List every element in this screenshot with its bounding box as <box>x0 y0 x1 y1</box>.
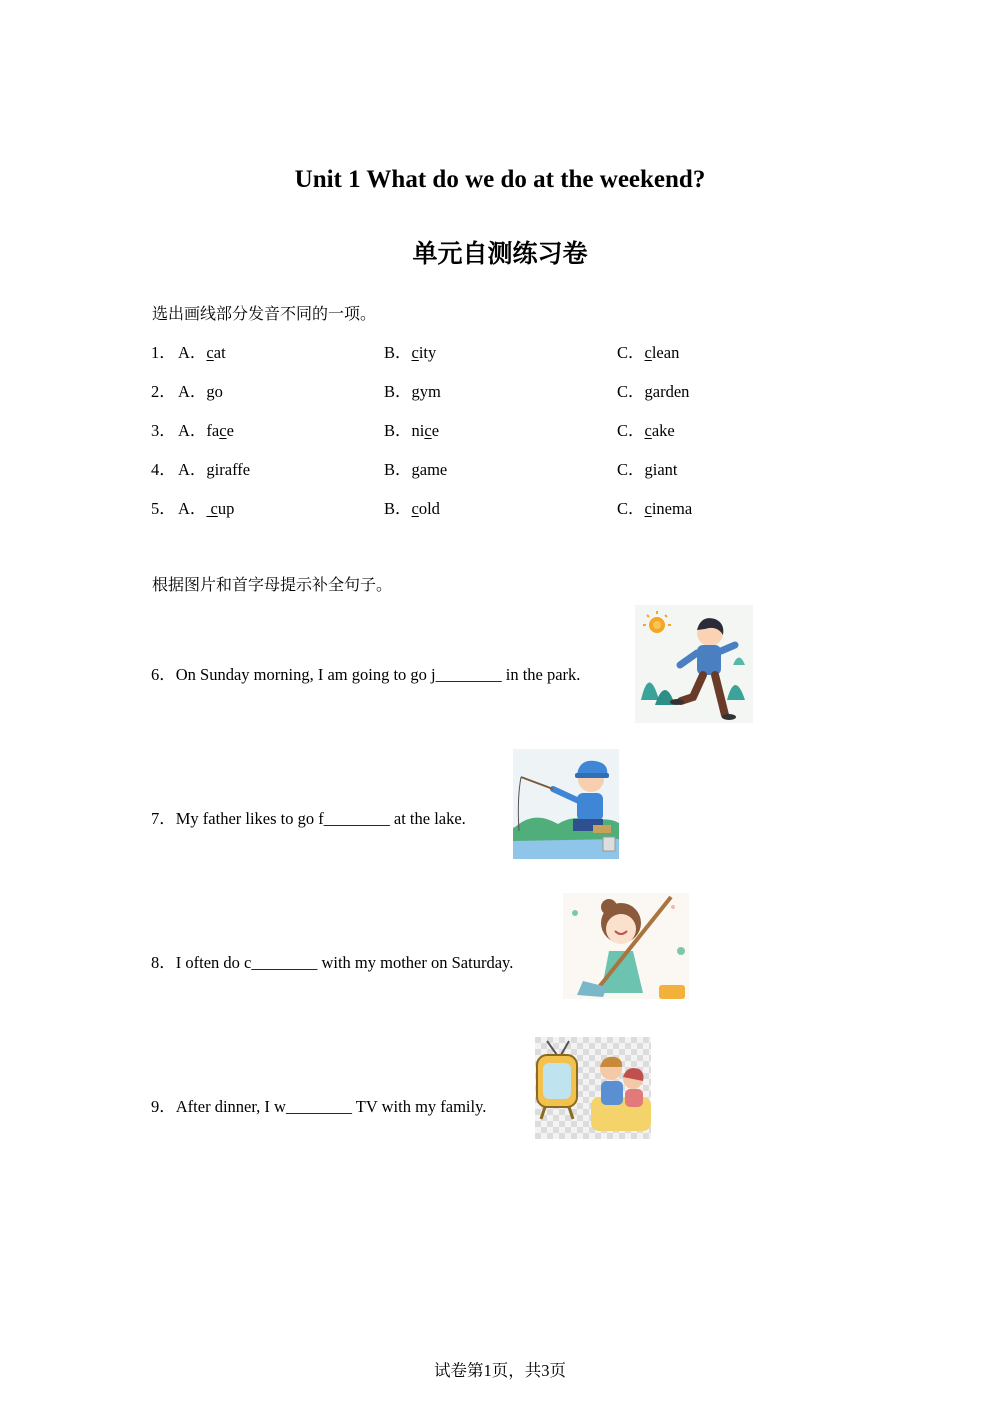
fill-sentence-6: 6．On Sunday morning, I am going to go j________ in the park. <box>151 665 581 684</box>
option-label: B． <box>384 499 412 518</box>
option-text-post: e <box>226 421 234 440</box>
option-underlined-letter: c <box>411 499 419 518</box>
option-label: C． <box>617 499 645 518</box>
option-a <box>178 495 234 519</box>
option-underlined-letter: c <box>206 343 214 362</box>
option-text-post: o <box>214 382 223 401</box>
option-underlined-letter: g <box>644 460 653 479</box>
question-number-text: 5． <box>151 499 176 518</box>
option-label: C． <box>617 460 645 479</box>
option-label: C． <box>617 343 645 362</box>
option-label: B． <box>384 460 412 479</box>
option-label: B． <box>384 382 412 401</box>
question-number-text: 4． <box>151 460 176 479</box>
option-a <box>178 456 250 480</box>
option-b <box>384 417 439 441</box>
option-text-post: e <box>431 421 440 440</box>
option-label: C． <box>617 382 645 401</box>
fill-sentence-8: 8．I often do c________ with my mother on Saturday. <box>151 953 514 972</box>
option-underlined-letter: c <box>644 421 652 440</box>
option-text-post: ake <box>651 421 675 440</box>
question-number-text: 1． <box>151 343 176 362</box>
option-b <box>384 378 441 402</box>
option-label: A． <box>178 421 207 440</box>
question-number <box>151 456 176 480</box>
option-a <box>178 417 234 441</box>
girl-sweeping-illustration <box>563 893 689 999</box>
question-number <box>151 495 176 519</box>
option-c <box>617 339 679 363</box>
option-label: A． <box>178 460 207 479</box>
option-a <box>178 378 223 402</box>
option-label: A． <box>178 499 207 518</box>
option-label: B． <box>384 343 412 362</box>
option-text-post: ame <box>419 460 448 479</box>
option-c <box>617 417 675 441</box>
option-a <box>178 339 226 363</box>
option-text-post: at <box>213 343 226 362</box>
fill-sentence-9: 9．After dinner, I w________ TV with my family. <box>151 1097 487 1116</box>
option-underlined-letter: g <box>206 382 215 401</box>
section2-instruction: 根据图片和首字母提示补全句子。 <box>152 575 393 594</box>
option-underlined-letter: g <box>411 460 420 479</box>
option-text-post: arden <box>652 382 690 401</box>
option-text-post: old <box>418 499 440 518</box>
option-text-pre: fa <box>206 421 220 440</box>
option-c <box>617 495 692 519</box>
option-label: A． <box>178 343 207 362</box>
boy-jogging-illustration <box>635 605 753 723</box>
question-number-text: 3． <box>151 421 176 440</box>
option-c <box>617 456 678 480</box>
option-text-post: ym <box>419 382 441 401</box>
page-title: Unit 1 What do we do at the weekend? <box>294 166 706 193</box>
option-text-post: inema <box>651 499 693 518</box>
option-underlined-letter: c <box>219 421 227 440</box>
option-text-post: iant <box>652 460 678 479</box>
section1-instruction: 选出画线部分发音不同的一项。 <box>152 304 377 323</box>
option-text-post: ity <box>418 343 437 362</box>
option-c <box>617 378 689 402</box>
option-underlined-letter: c <box>411 343 419 362</box>
option-label: B． <box>384 421 412 440</box>
question-number <box>151 378 176 402</box>
family-watching-tv-illustration <box>535 1037 651 1139</box>
option-text-post: lean <box>651 343 680 362</box>
question-number <box>151 339 176 363</box>
option-text-post: up <box>217 499 235 518</box>
page-footer: 试卷第1页，共3页 <box>434 1361 566 1380</box>
option-underlined-letter: g <box>411 382 420 401</box>
question-number-text: 2． <box>151 382 176 401</box>
option-label: C． <box>617 421 645 440</box>
fill-sentence-7: 7．My father likes to go f________ at the lake. <box>151 809 466 828</box>
question-number <box>151 417 176 441</box>
option-underlined-letter: c <box>644 499 652 518</box>
option-underlined-letter: c <box>424 421 432 440</box>
page-subtitle: 单元自测练习卷 <box>412 239 588 268</box>
option-underlined-letter: c <box>206 499 218 518</box>
option-underlined-letter: g <box>644 382 653 401</box>
man-fishing-illustration <box>513 749 619 859</box>
option-b <box>384 339 436 363</box>
option-b <box>384 456 447 480</box>
option-underlined-letter: c <box>644 343 652 362</box>
option-text-pre: ni <box>411 421 425 440</box>
option-b <box>384 495 440 519</box>
option-underlined-letter: g <box>206 460 215 479</box>
option-text-post: iraffe <box>214 460 251 479</box>
option-label: A． <box>178 382 207 401</box>
